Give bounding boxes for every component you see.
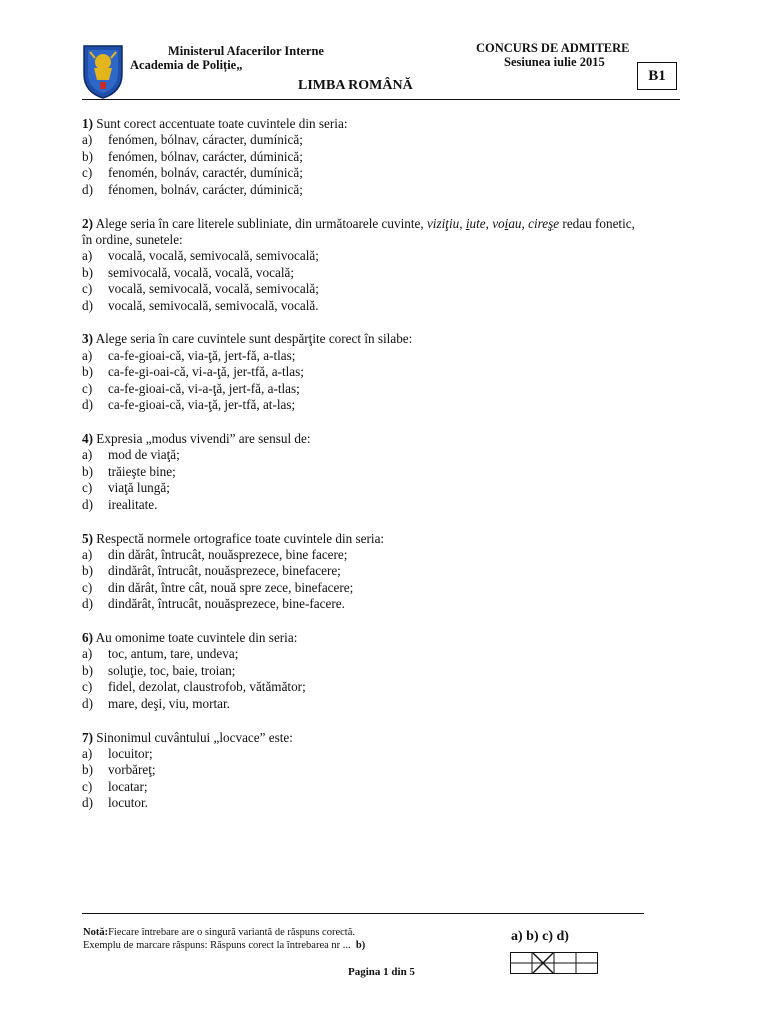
option-d[interactable] bbox=[82, 182, 687, 198]
question-stem bbox=[82, 116, 687, 132]
question-text: Expresia „modus vivendi” are sensul de: bbox=[96, 431, 311, 446]
question-2 bbox=[82, 216, 687, 314]
option-a[interactable] bbox=[82, 547, 687, 563]
option-text: dindărât, întrucât, nouăsprezece, bine-facere. bbox=[108, 596, 345, 612]
option-list bbox=[82, 547, 687, 613]
option-c[interactable] bbox=[82, 679, 687, 695]
option-list bbox=[82, 447, 687, 513]
option-text: vocală, vocală, semivocală, semivocală; bbox=[108, 248, 319, 264]
exam-title: CONCURS DE ADMITERE bbox=[476, 41, 630, 55]
option-label: c) bbox=[82, 579, 93, 595]
option-text: vocală, semivocală, vocală, semivocală; bbox=[108, 281, 319, 297]
example-answer: b) bbox=[355, 940, 366, 951]
option-text: mod de viaţă; bbox=[108, 447, 180, 463]
footer-divider bbox=[82, 913, 644, 914]
option-d[interactable] bbox=[82, 497, 687, 513]
option-c[interactable] bbox=[82, 165, 687, 181]
option-label: c) bbox=[82, 480, 93, 496]
option-c[interactable] bbox=[82, 580, 687, 596]
question-number: 6) bbox=[82, 630, 93, 646]
question-text: Alege seria în care cuvintele sunt despărţite corect în silabe: bbox=[95, 331, 413, 347]
question-6 bbox=[82, 630, 687, 712]
question-5 bbox=[82, 531, 687, 613]
option-label: c) bbox=[82, 679, 93, 695]
question-number: 7) bbox=[82, 729, 93, 745]
option-label: a) bbox=[82, 447, 93, 463]
option-text: vocală, semivocală, semivocală, vocală. bbox=[108, 297, 319, 313]
option-text: ca-fe-gioai-că, vi-a-ţă, jert-fă, a-tlas; bbox=[108, 380, 300, 396]
example-word: cireşe bbox=[528, 215, 560, 231]
option-c[interactable] bbox=[82, 779, 687, 795]
option-b[interactable] bbox=[82, 464, 687, 480]
note-line bbox=[83, 926, 365, 939]
question-3 bbox=[82, 331, 687, 413]
option-c[interactable] bbox=[82, 480, 687, 496]
ministry-name: Ministerul Afacerilor Interne bbox=[168, 44, 324, 58]
option-b[interactable] bbox=[82, 149, 687, 165]
question-7 bbox=[82, 730, 687, 812]
option-text: locuitor; bbox=[108, 746, 153, 761]
option-label: d) bbox=[82, 397, 93, 413]
option-list bbox=[82, 132, 687, 198]
option-text: semivocală, vocală, vocală, vocală; bbox=[108, 264, 294, 280]
option-label: b) bbox=[82, 364, 93, 380]
option-label: c) bbox=[82, 165, 93, 181]
option-text: vorbăreţ; bbox=[108, 762, 156, 778]
option-list bbox=[82, 746, 687, 812]
option-d[interactable] bbox=[82, 596, 687, 612]
header-divider bbox=[82, 99, 680, 100]
option-text: ca-fe-gioai-că, via-ţă, jert-fă, a-tlas; bbox=[108, 347, 296, 363]
option-text: trăieşte bine; bbox=[108, 463, 176, 479]
question-number: 3) bbox=[82, 331, 93, 347]
exam-session: Sesiunea iulie 2015 bbox=[504, 55, 605, 69]
page-number: Pagina 1 din 5 bbox=[348, 966, 415, 978]
option-a[interactable] bbox=[82, 248, 687, 264]
option-c[interactable] bbox=[82, 281, 687, 297]
question-1 bbox=[82, 116, 687, 198]
question-stem bbox=[82, 630, 687, 646]
option-label: a) bbox=[82, 746, 93, 761]
option-a[interactable] bbox=[82, 348, 687, 364]
question-text-continued: în ordine, sunetele: bbox=[82, 231, 183, 247]
option-label: d) bbox=[82, 496, 93, 512]
example-text: Exemplu de marcare răspuns: Răspuns corect la întrebarea nr ... bbox=[83, 940, 351, 951]
option-text: fénomen, bolnáv, carácter, dúminică; bbox=[108, 181, 303, 197]
answer-marking-grid bbox=[510, 952, 598, 974]
question-text: Au omonime toate cuvintele din seria: bbox=[95, 630, 298, 646]
police-academy-emblem bbox=[80, 40, 126, 100]
option-d[interactable] bbox=[82, 298, 687, 314]
option-text: irealitate. bbox=[108, 496, 158, 512]
option-d[interactable] bbox=[82, 397, 687, 413]
variant-code: B1 bbox=[637, 62, 677, 90]
option-text: fidel, dezolat, claustrofob, vătămător; bbox=[108, 679, 306, 695]
option-text: fenómen, bólnav, cáracter, dumínică; bbox=[108, 132, 303, 148]
option-list bbox=[82, 248, 687, 314]
option-text: fenomén, bolnáv, caractér, dumínică; bbox=[108, 165, 303, 181]
option-a[interactable] bbox=[82, 746, 687, 762]
option-label: c) bbox=[82, 281, 93, 297]
option-label: a) bbox=[82, 248, 93, 264]
option-b[interactable] bbox=[82, 663, 687, 679]
option-text: toc, antum, tare, undeva; bbox=[108, 646, 239, 662]
option-label: d) bbox=[82, 695, 93, 711]
option-label: b) bbox=[82, 148, 93, 164]
note-text: Fiecare întrebare are o singură variantă de răspuns corectă. bbox=[108, 927, 355, 938]
question-stem bbox=[82, 730, 687, 746]
option-d[interactable] bbox=[82, 795, 687, 811]
option-b[interactable] bbox=[82, 364, 687, 380]
example-word: iute bbox=[465, 215, 486, 231]
question-stem bbox=[82, 331, 687, 347]
example-word: voiau bbox=[492, 215, 522, 231]
question-number: 2) bbox=[82, 215, 93, 231]
question-number: 5) bbox=[82, 530, 93, 546]
option-text: fenómen, bólnav, carácter, dúminică; bbox=[108, 148, 303, 164]
option-text: ca-fe-gioai-că, via-ţă, jer-tfă, at-las; bbox=[108, 397, 296, 413]
question-list bbox=[82, 116, 687, 829]
note-label: Notă: bbox=[83, 927, 109, 938]
option-label: b) bbox=[82, 463, 93, 479]
question-stem: 2) Alege seria în care literele subliniate, din următoarele cuvinte, viziţiu, iute, voiau, cireşe redau fonetic, bbox=[82, 215, 635, 231]
question-text: Respectă normele ortografice toate cuvintele din seria: bbox=[96, 530, 385, 546]
option-text: din dărât, între cât, nouă spre zece, binefacere; bbox=[108, 579, 354, 595]
question-text: redau fonetic, bbox=[562, 215, 635, 231]
option-label: b) bbox=[82, 563, 93, 579]
question-number: 4) bbox=[82, 431, 93, 446]
answer-grid-letters: a) b) c) d) bbox=[511, 929, 569, 944]
option-text: locatar; bbox=[108, 778, 148, 794]
option-label: b) bbox=[82, 762, 93, 778]
option-label: d) bbox=[82, 596, 93, 612]
option-text: soluţie, toc, baie, troian; bbox=[108, 662, 236, 678]
example-word: viziţiu bbox=[426, 215, 460, 231]
option-list bbox=[82, 348, 687, 414]
example-line bbox=[83, 939, 365, 952]
option-label: c) bbox=[82, 380, 93, 396]
question-text: Sinonimul cuvântului „locvace” este: bbox=[96, 729, 293, 745]
option-a[interactable] bbox=[82, 132, 687, 148]
question-text: Alege seria în care literele subliniate, din următoarele cuvinte, bbox=[95, 215, 424, 231]
option-text: dindărât, întrucât, nouăsprezece, binefacere; bbox=[108, 563, 341, 579]
option-label: a) bbox=[82, 347, 93, 363]
question-4 bbox=[82, 431, 687, 513]
question-number: 1) bbox=[82, 116, 93, 131]
option-label: c) bbox=[82, 778, 93, 794]
question-text: Sunt corect accentuate toate cuvintele din seria: bbox=[96, 116, 348, 131]
answer-note bbox=[83, 926, 365, 952]
option-text: ca-fe-gi-oai-că, vi-a-ţă, jer-tfă, a-tlas; bbox=[108, 364, 304, 380]
option-label: b) bbox=[82, 662, 93, 678]
option-c[interactable] bbox=[82, 381, 687, 397]
option-a[interactable] bbox=[82, 646, 687, 662]
option-b[interactable] bbox=[82, 563, 687, 579]
option-b[interactable] bbox=[82, 265, 687, 281]
option-label: d) bbox=[82, 795, 93, 811]
option-label: b) bbox=[82, 264, 93, 280]
option-text: din dărât, întrucât, nouăsprezece, bine facere; bbox=[108, 546, 348, 562]
option-label: d) bbox=[82, 181, 93, 197]
option-label: a) bbox=[82, 132, 93, 148]
option-b[interactable] bbox=[82, 762, 687, 778]
option-label: d) bbox=[82, 297, 93, 313]
option-label: a) bbox=[82, 646, 93, 662]
option-text: locutor. bbox=[108, 795, 148, 811]
option-label: a) bbox=[82, 546, 93, 562]
option-d[interactable] bbox=[82, 696, 687, 712]
option-text: viaţă lungă; bbox=[108, 480, 170, 496]
subject-title: LIMBA ROMÂNĂ bbox=[298, 78, 413, 93]
question-stem bbox=[82, 531, 687, 547]
question-stem bbox=[82, 431, 687, 447]
option-list bbox=[82, 646, 687, 712]
option-text: mare, deşi, viu, mortar. bbox=[108, 695, 230, 711]
academy-name: Academia de Poliție„ bbox=[130, 58, 243, 72]
option-a[interactable] bbox=[82, 447, 687, 463]
